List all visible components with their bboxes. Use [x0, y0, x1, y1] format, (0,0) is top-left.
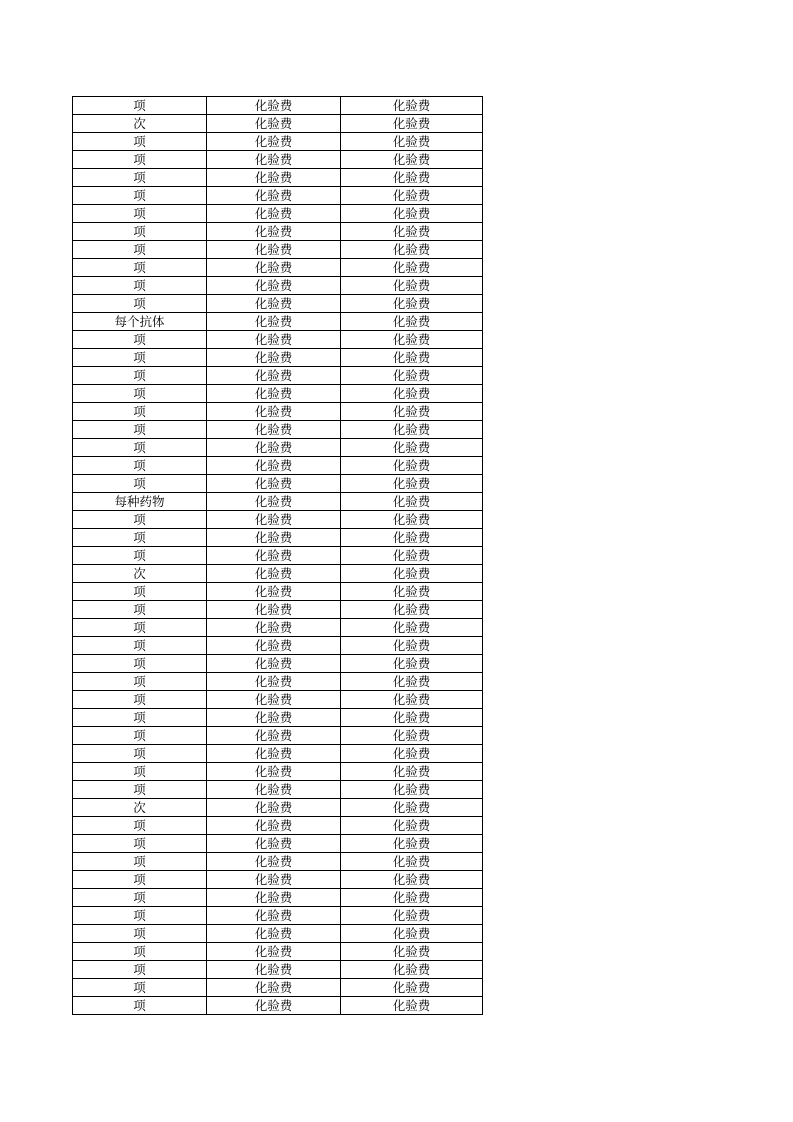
fee-type-cell: 化验费: [341, 403, 483, 421]
category-cell: 化验费: [207, 907, 341, 925]
fee-type-cell: 化验费: [341, 907, 483, 925]
fee-type-cell: 化验费: [341, 583, 483, 601]
table-row: [73, 817, 483, 835]
unit-cell: 项: [73, 745, 207, 763]
unit-cell: 项: [73, 475, 207, 493]
fee-type-cell: 化验费: [341, 853, 483, 871]
table-row: [73, 979, 483, 997]
unit-cell: 项: [73, 889, 207, 907]
category-cell: 化验费: [207, 223, 341, 241]
fee-type-cell: 化验费: [341, 781, 483, 799]
table-row: [73, 511, 483, 529]
table-row: [73, 925, 483, 943]
category-cell: 化验费: [207, 457, 341, 475]
unit-cell: 项: [73, 169, 207, 187]
unit-cell: 项: [73, 979, 207, 997]
category-cell: 化验费: [207, 871, 341, 889]
table-row: [73, 529, 483, 547]
table-row: [73, 655, 483, 673]
category-cell: 化验费: [207, 115, 341, 133]
unit-cell: 项: [73, 727, 207, 745]
fee-type-cell: 化验费: [341, 961, 483, 979]
unit-cell: 项: [73, 385, 207, 403]
category-cell: 化验费: [207, 349, 341, 367]
fee-type-cell: 化验费: [341, 835, 483, 853]
table-row: [73, 799, 483, 817]
category-cell: 化验费: [207, 295, 341, 313]
category-cell: 化验费: [207, 745, 341, 763]
table-row: [73, 763, 483, 781]
fee-type-cell: 化验费: [341, 313, 483, 331]
unit-cell: 项: [73, 601, 207, 619]
unit-cell: 项: [73, 205, 207, 223]
unit-cell: 项: [73, 529, 207, 547]
table-row: [73, 115, 483, 133]
fee-type-cell: 化验费: [341, 601, 483, 619]
unit-cell: 项: [73, 925, 207, 943]
category-cell: 化验费: [207, 619, 341, 637]
fee-type-cell: 化验费: [341, 295, 483, 313]
category-cell: 化验费: [207, 655, 341, 673]
unit-cell: 项: [73, 673, 207, 691]
category-cell: 化验费: [207, 835, 341, 853]
fee-type-cell: 化验费: [341, 385, 483, 403]
category-cell: 化验费: [207, 133, 341, 151]
table-row: [73, 241, 483, 259]
fee-type-cell: 化验费: [341, 763, 483, 781]
fee-table: [72, 96, 483, 1015]
table-row: [73, 673, 483, 691]
category-cell: 化验费: [207, 421, 341, 439]
table-row: [73, 133, 483, 151]
unit-cell: 项: [73, 637, 207, 655]
fee-type-cell: 化验费: [341, 457, 483, 475]
unit-cell: 项: [73, 259, 207, 277]
fee-type-cell: 化验费: [341, 655, 483, 673]
unit-cell: 项: [73, 583, 207, 601]
fee-type-cell: 化验费: [341, 997, 483, 1015]
table-row: [73, 475, 483, 493]
fee-type-cell: 化验费: [341, 637, 483, 655]
table-row: [73, 277, 483, 295]
unit-cell: 项: [73, 997, 207, 1015]
unit-cell: 项: [73, 853, 207, 871]
table-row: [73, 151, 483, 169]
fee-type-cell: 化验费: [341, 493, 483, 511]
unit-cell: 项: [73, 961, 207, 979]
fee-type-cell: 化验费: [341, 259, 483, 277]
table-row: [73, 637, 483, 655]
table-row: [73, 997, 483, 1015]
table-row: [73, 313, 483, 331]
table-row: [73, 691, 483, 709]
table-row: [73, 583, 483, 601]
unit-cell: 项: [73, 241, 207, 259]
table-row: [73, 97, 483, 115]
fee-table-body: [73, 97, 483, 1015]
fee-type-cell: 化验费: [341, 673, 483, 691]
category-cell: 化验费: [207, 853, 341, 871]
unit-cell: 次: [73, 115, 207, 133]
table-row: [73, 889, 483, 907]
table-row: [73, 601, 483, 619]
unit-cell: 项: [73, 835, 207, 853]
category-cell: 化验费: [207, 943, 341, 961]
unit-cell: 次: [73, 565, 207, 583]
fee-type-cell: 化验费: [341, 529, 483, 547]
category-cell: 化验费: [207, 547, 341, 565]
fee-type-cell: 化验费: [341, 475, 483, 493]
category-cell: 化验费: [207, 781, 341, 799]
unit-cell: 项: [73, 331, 207, 349]
category-cell: 化验费: [207, 565, 341, 583]
category-cell: 化验费: [207, 187, 341, 205]
unit-cell: 项: [73, 97, 207, 115]
fee-type-cell: 化验费: [341, 349, 483, 367]
category-cell: 化验费: [207, 205, 341, 223]
unit-cell: 项: [73, 655, 207, 673]
table-row: [73, 745, 483, 763]
category-cell: 化验费: [207, 925, 341, 943]
fee-type-cell: 化验费: [341, 133, 483, 151]
unit-cell: 项: [73, 223, 207, 241]
table-row: [73, 961, 483, 979]
table-row: [73, 457, 483, 475]
fee-type-cell: 化验费: [341, 565, 483, 583]
category-cell: 化验费: [207, 511, 341, 529]
unit-cell: 项: [73, 151, 207, 169]
category-cell: 化验费: [207, 367, 341, 385]
table-row: [73, 205, 483, 223]
unit-cell: 项: [73, 817, 207, 835]
unit-cell: 项: [73, 439, 207, 457]
fee-type-cell: 化验费: [341, 115, 483, 133]
fee-type-cell: 化验费: [341, 889, 483, 907]
unit-cell: 项: [73, 187, 207, 205]
unit-cell: 每个抗体: [73, 313, 207, 331]
category-cell: 化验费: [207, 277, 341, 295]
table-row: [73, 871, 483, 889]
unit-cell: 项: [73, 709, 207, 727]
fee-type-cell: 化验费: [341, 223, 483, 241]
table-row: [73, 349, 483, 367]
category-cell: 化验费: [207, 475, 341, 493]
fee-type-cell: 化验费: [341, 799, 483, 817]
fee-type-cell: 化验费: [341, 241, 483, 259]
category-cell: 化验费: [207, 403, 341, 421]
category-cell: 化验费: [207, 529, 341, 547]
fee-type-cell: 化验费: [341, 187, 483, 205]
table-row: [73, 835, 483, 853]
table-row: [73, 619, 483, 637]
category-cell: 化验费: [207, 439, 341, 457]
table-row: [73, 853, 483, 871]
category-cell: 化验费: [207, 763, 341, 781]
table-row: [73, 709, 483, 727]
fee-type-cell: 化验费: [341, 925, 483, 943]
category-cell: 化验费: [207, 673, 341, 691]
fee-type-cell: 化验费: [341, 943, 483, 961]
table-row: [73, 439, 483, 457]
unit-cell: 项: [73, 421, 207, 439]
fee-type-cell: 化验费: [341, 727, 483, 745]
fee-type-cell: 化验费: [341, 817, 483, 835]
fee-type-cell: 化验费: [341, 367, 483, 385]
fee-type-cell: 化验费: [341, 871, 483, 889]
table-row: [73, 169, 483, 187]
fee-type-cell: 化验费: [341, 745, 483, 763]
fee-type-cell: 化验费: [341, 979, 483, 997]
unit-cell: 项: [73, 367, 207, 385]
unit-cell: 项: [73, 277, 207, 295]
category-cell: 化验费: [207, 583, 341, 601]
category-cell: 化验费: [207, 241, 341, 259]
unit-cell: 项: [73, 511, 207, 529]
unit-cell: 项: [73, 349, 207, 367]
table-row: [73, 187, 483, 205]
table-row: [73, 943, 483, 961]
unit-cell: 项: [73, 295, 207, 313]
table-row: [73, 295, 483, 313]
category-cell: 化验费: [207, 385, 341, 403]
table-row: [73, 331, 483, 349]
unit-cell: 项: [73, 619, 207, 637]
category-cell: 化验费: [207, 727, 341, 745]
fee-type-cell: 化验费: [341, 511, 483, 529]
unit-cell: 项: [73, 457, 207, 475]
category-cell: 化验费: [207, 979, 341, 997]
fee-type-cell: 化验费: [341, 97, 483, 115]
unit-cell: 次: [73, 799, 207, 817]
table-row: [73, 421, 483, 439]
fee-type-cell: 化验费: [341, 169, 483, 187]
unit-cell: 每种药物: [73, 493, 207, 511]
fee-type-cell: 化验费: [341, 709, 483, 727]
unit-cell: 项: [73, 547, 207, 565]
table-row: [73, 907, 483, 925]
table-row: [73, 385, 483, 403]
category-cell: 化验费: [207, 313, 341, 331]
fee-type-cell: 化验费: [341, 151, 483, 169]
table-row: [73, 493, 483, 511]
fee-type-cell: 化验费: [341, 691, 483, 709]
fee-type-cell: 化验费: [341, 421, 483, 439]
category-cell: 化验费: [207, 889, 341, 907]
category-cell: 化验费: [207, 601, 341, 619]
fee-type-cell: 化验费: [341, 439, 483, 457]
table-row: [73, 781, 483, 799]
unit-cell: 项: [73, 763, 207, 781]
fee-type-cell: 化验费: [341, 619, 483, 637]
unit-cell: 项: [73, 943, 207, 961]
category-cell: 化验费: [207, 493, 341, 511]
category-cell: 化验费: [207, 997, 341, 1015]
fee-type-cell: 化验费: [341, 277, 483, 295]
fee-type-cell: 化验费: [341, 331, 483, 349]
fee-type-cell: 化验费: [341, 547, 483, 565]
category-cell: 化验费: [207, 691, 341, 709]
fee-type-cell: 化验费: [341, 205, 483, 223]
category-cell: 化验费: [207, 817, 341, 835]
unit-cell: 项: [73, 691, 207, 709]
table-row: [73, 547, 483, 565]
category-cell: 化验费: [207, 259, 341, 277]
unit-cell: 项: [73, 781, 207, 799]
category-cell: 化验费: [207, 799, 341, 817]
category-cell: 化验费: [207, 169, 341, 187]
unit-cell: 项: [73, 871, 207, 889]
table-row: [73, 727, 483, 745]
table-row: [73, 223, 483, 241]
unit-cell: 项: [73, 907, 207, 925]
category-cell: 化验费: [207, 709, 341, 727]
table-row: [73, 259, 483, 277]
unit-cell: 项: [73, 403, 207, 421]
category-cell: 化验费: [207, 637, 341, 655]
table-row: [73, 565, 483, 583]
category-cell: 化验费: [207, 151, 341, 169]
table-row: [73, 367, 483, 385]
unit-cell: 项: [73, 133, 207, 151]
category-cell: 化验费: [207, 961, 341, 979]
table-row: [73, 403, 483, 421]
category-cell: 化验费: [207, 331, 341, 349]
category-cell: 化验费: [207, 97, 341, 115]
